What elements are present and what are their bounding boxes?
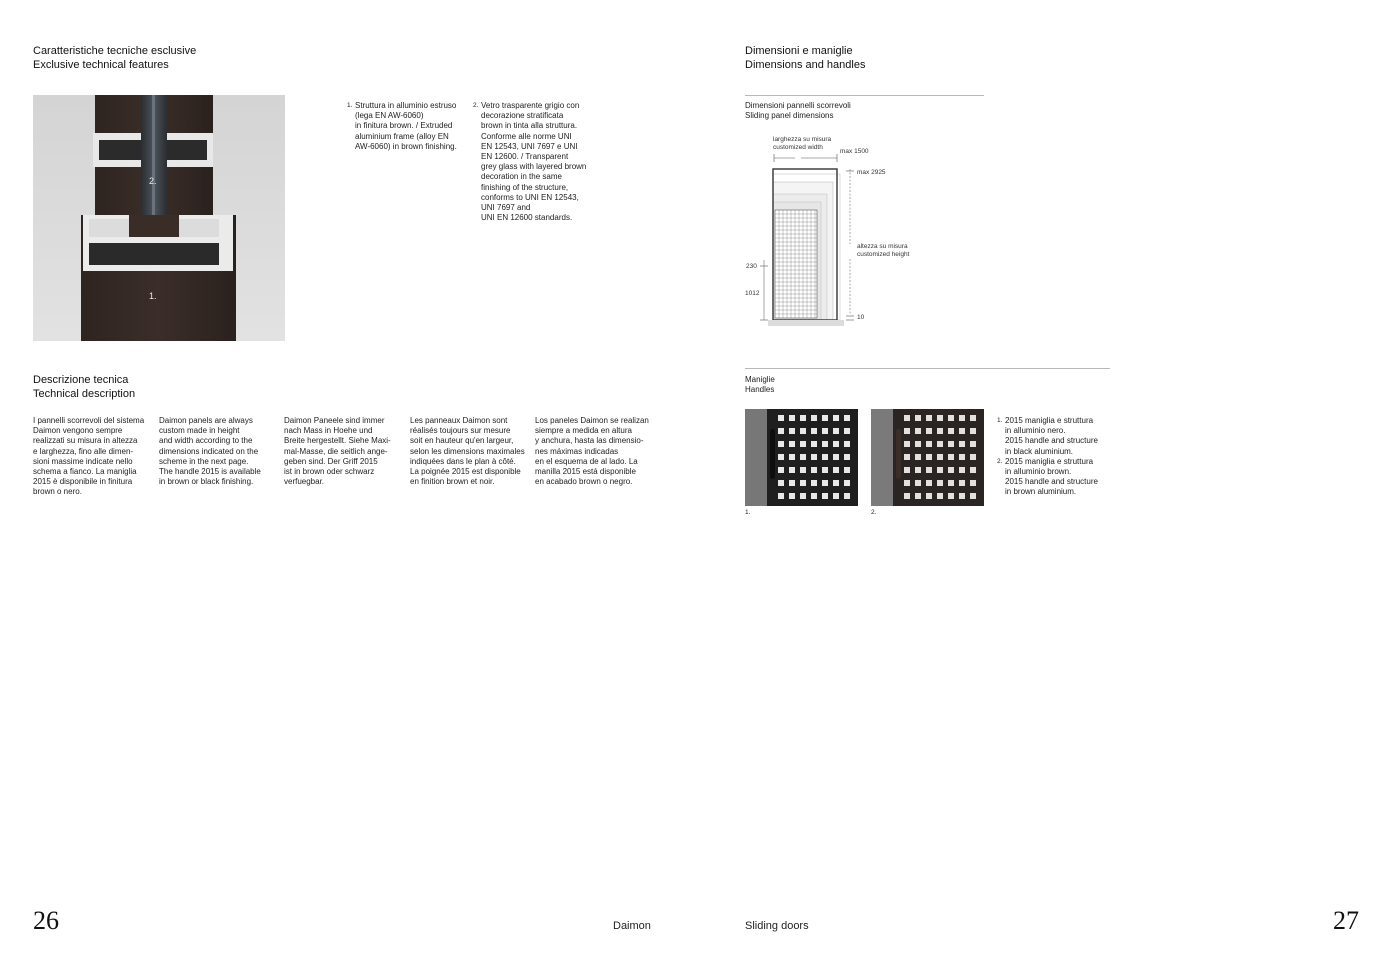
right-heading xyxy=(745,44,865,72)
left-heading-en: Exclusive technical features xyxy=(33,59,169,71)
left-heading-it: Caratteristiche tecniche esclusive xyxy=(33,45,197,57)
handle-photo-black xyxy=(745,409,858,506)
dims-title-en: Sliding panel dimensions xyxy=(745,111,834,121)
handle-list xyxy=(997,416,1112,498)
handles-divider xyxy=(745,368,1110,369)
handle-black-illustration xyxy=(745,409,858,506)
max-width-label: max 1500 xyxy=(840,148,869,155)
feature-item-1 xyxy=(347,101,467,152)
dims-divider xyxy=(745,95,984,96)
feature-text-2: Vetro trasparente grigio con decorazione stratificata brown in tinta alla struttura. Conforme alle norme UNI EN 12543, UNI 7697 e UNI EN 12600. / Transparent grey glass with layered brown decoration in the same finishing of the structure, conforms to UNI EN 12543, UNI 7697 and UNI EN 12600 standards. xyxy=(481,101,587,223)
right-heading-en: Dimensions and handles xyxy=(745,59,866,71)
dims-title xyxy=(745,101,851,121)
feature-num-2: 2. xyxy=(473,102,479,109)
height-label-it: altezza su misura xyxy=(857,243,908,250)
footer-label-right: Sliding doors xyxy=(745,920,809,932)
handle-list-item-2 xyxy=(997,457,1112,498)
handle-brown-illustration xyxy=(871,409,984,506)
handle-caption-2: 2. xyxy=(871,509,877,516)
handle-list-num-1: 1. xyxy=(997,417,1003,424)
feature-text-1: Struttura in alluminio estruso (lega EN AW-6060) in finitura brown. / Extruded aluminium frame (alloy EN AW-6060) in brown finishing. xyxy=(355,101,457,151)
desc-column-en: Daimon panels are always custom made in height and width according to the dimensions indicated on the scheme in the next page. The handle 2015 is available in brown or black finishing. xyxy=(159,416,261,487)
right-heading-it: Dimensioni e maniglie xyxy=(745,45,853,57)
width-label-en: customized width xyxy=(773,143,823,151)
photo-label-2: 2. xyxy=(149,176,157,186)
handle-list-text-2: 2015 maniglia e struttura in alluminio brown. 2015 handle and structure in brown aluminium. xyxy=(1005,456,1098,497)
dim-1012-label: 1012 xyxy=(745,290,760,297)
handle-caption-1: 1. xyxy=(745,509,751,516)
dims-title-it: Dimensioni pannelli scorrevoli xyxy=(745,101,851,110)
handle-list-num-2: 2. xyxy=(997,457,1003,465)
frame-section-photo xyxy=(33,95,285,341)
dim-10-label: 10 xyxy=(857,314,865,321)
height-label xyxy=(857,243,909,258)
panel-dimension-diagram xyxy=(740,134,930,334)
page-number-right: 27 xyxy=(1333,906,1359,935)
handles-title xyxy=(745,375,775,395)
panel-dimension-drawing xyxy=(740,134,930,334)
width-label-it: larghezza su misura xyxy=(773,136,832,143)
handles-title-it: Maniglie xyxy=(745,375,775,384)
desc-heading-en: Technical description xyxy=(33,388,136,400)
handle-list-item-1 xyxy=(997,416,1112,457)
handle-list-text-1: 2015 maniglia e struttura in alluminio nero. 2015 handle and structure in black aluminium. xyxy=(1005,416,1098,456)
photo-label-1: 1. xyxy=(149,291,157,301)
feature-num-1: 1. xyxy=(347,102,353,109)
desc-column-de: Daimon Paneele sind immer nach Mass in Hoehe und Breite hergestellt. Siehe Maxi- mal-Masse, die seitlich ange- geben sind. Der Griff 2015 ist in brown oder schwarz verfuegbar. xyxy=(284,416,391,487)
max-height-label: max 2925 xyxy=(857,169,886,176)
height-label-en: customized height xyxy=(857,250,910,258)
handles-title-en: Handles xyxy=(745,385,775,395)
left-heading xyxy=(33,44,196,72)
desc-column-es: Los paneles Daimon se realizan siempre a medida en altura y anchura, hasta las dimensio- nes máximas indicadas en el esquema de al lado. La manilla 2015 está disponible en acabado brown o negro. xyxy=(535,416,649,487)
footer-label-left: Daimon xyxy=(613,920,651,932)
desc-column-it: I pannelli scorrevoli del sistema Daimon vengono sempre realizzati su misura in altezza e larghezza, fino alle dimen- sioni massime indicate nello schema a fianco. La maniglia 2015 è disponibile in finitura brown o nero. xyxy=(33,416,145,497)
feature-item-2 xyxy=(473,101,593,223)
desc-heading-it: Descrizione tecnica xyxy=(33,374,129,386)
technical-description-heading xyxy=(33,373,135,401)
width-label xyxy=(773,136,831,151)
page-number-left: 26 xyxy=(33,906,59,935)
desc-column-fr: Les panneaux Daimon sont réalisés toujours sur mesure soit en hauteur qu'en largeur, selon les dimensions maximales indiquées dans le plan à côté. La poignée 2015 est disponible en finition brown et noir. xyxy=(410,416,525,487)
dim-230-label: 230 xyxy=(746,263,757,270)
frame-section-illustration xyxy=(33,95,285,341)
handle-photo-brown xyxy=(871,409,984,506)
